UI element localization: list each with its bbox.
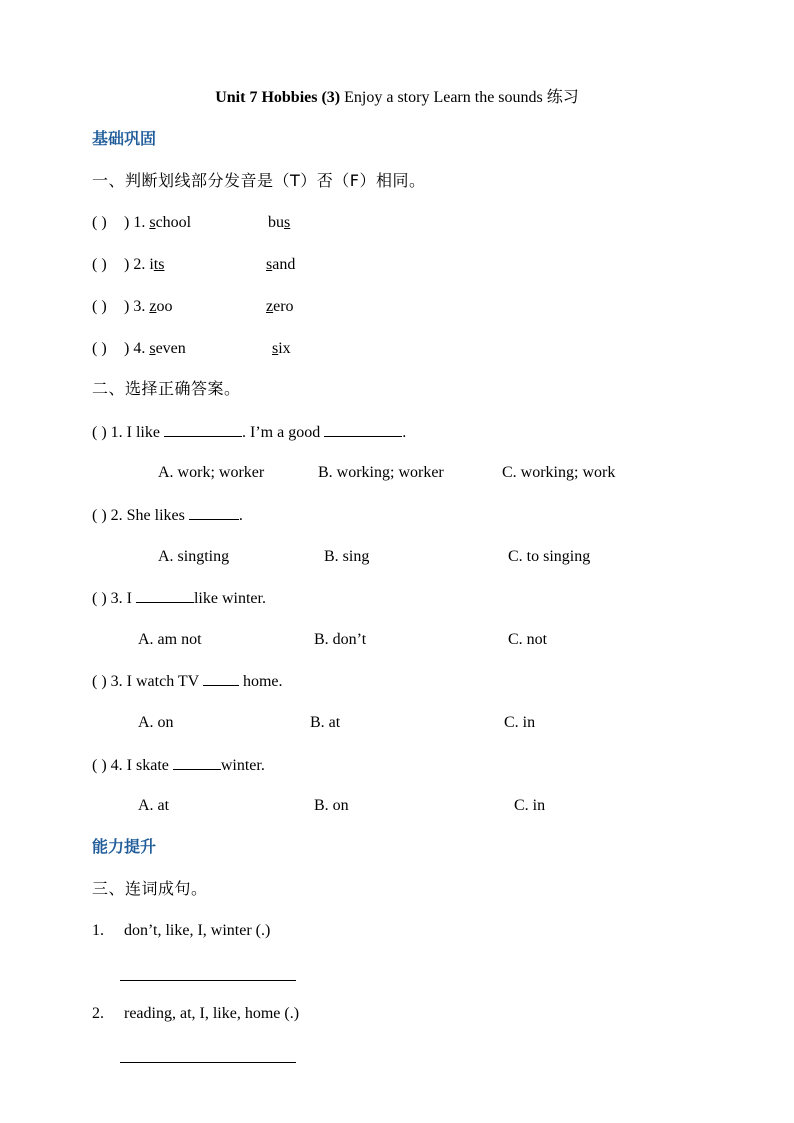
underlined-letters: s [149, 340, 156, 357]
option-b[interactable]: B. at [310, 714, 341, 731]
sentence-item-1-words: don’t, like, I, winter (.) [124, 922, 271, 939]
underlined-letters: s [149, 214, 156, 231]
page-title [0, 88, 794, 108]
question-1 [92, 422, 406, 443]
word-pre: bu [268, 214, 284, 231]
option-b[interactable]: B. working; worker [318, 464, 444, 481]
part1-word-b [268, 213, 290, 233]
question-3 [92, 588, 266, 609]
question-stem: ( ) 3. I watch TV [92, 673, 199, 690]
title-unit: Unit 7 Hobbies (3) [215, 89, 341, 106]
question-5 [92, 755, 265, 776]
question-2 [92, 505, 243, 526]
option-b[interactable]: B. on [314, 797, 349, 814]
word-pre: i [149, 256, 154, 273]
part1-word-b [272, 339, 291, 359]
fill-blank[interactable] [324, 422, 402, 437]
answer-bracket[interactable]: ( ) [92, 214, 107, 231]
question-stem: . [402, 424, 407, 441]
part1-heading: 一、判断划线部分发音是（T）否（F）相同。 [92, 171, 426, 190]
word-post: ix [278, 340, 291, 357]
option-a[interactable]: A. work; worker [158, 464, 265, 481]
option-c[interactable]: C. in [514, 797, 546, 814]
option-c[interactable]: C. working; work [502, 464, 616, 481]
question-stem: ( ) 3. I [92, 590, 132, 607]
underlined-letters: z [266, 298, 274, 315]
question-stem: like winter. [193, 590, 266, 607]
section-heading-basic: 基础巩固 [92, 129, 157, 148]
option-a[interactable]: A. singting [158, 548, 230, 565]
item-number: 3. [133, 298, 146, 315]
word-post: chool [155, 214, 192, 231]
part2-heading: 二、选择正确答案。 [92, 379, 241, 398]
answer-line-2[interactable] [120, 1062, 296, 1063]
word-post: and [272, 256, 296, 273]
section-heading-advanced: 能力提升 [92, 837, 157, 856]
sentence-item-2-words: reading, at, I, like, home (.) [124, 1005, 300, 1022]
question-stem: . [238, 507, 243, 524]
question-stem: home. [242, 673, 283, 690]
underlined-letters: s [266, 256, 273, 273]
answer-bracket[interactable]: ( ) [92, 340, 107, 357]
item-number: 1. [133, 214, 146, 231]
part1-item-3 [92, 297, 107, 317]
part1-word-b [266, 297, 294, 317]
answer-line-1[interactable] [120, 980, 296, 981]
question-stem: . I’m a good [241, 424, 321, 441]
question-stem: ( ) 4. I skate [92, 757, 169, 774]
title-rest: Enjoy a story Learn the sounds 练习 [340, 89, 579, 106]
question-stem: ( ) 1. I like [92, 424, 160, 441]
option-c[interactable]: C. to singing [508, 548, 591, 565]
underlined-letters: s [284, 214, 291, 231]
part1-word-a: ) 2. its [124, 256, 165, 273]
fill-blank[interactable] [203, 671, 239, 686]
word-post: oo [156, 298, 173, 315]
option-c[interactable]: C. not [508, 631, 548, 648]
word-post: ero [273, 298, 294, 315]
part1-word-a: ) 4. seven [124, 340, 186, 357]
part3-heading: 三、连词成句。 [92, 879, 208, 898]
item-number: 4. [133, 340, 146, 357]
part1-word-a: ) 3. zoo [124, 298, 173, 315]
item-number: 2. [133, 256, 146, 273]
answer-bracket[interactable]: ( ) [92, 298, 107, 315]
part1-item-4 [92, 339, 107, 359]
question-stem: ( ) 2. She likes [92, 507, 185, 524]
word-post: even [155, 340, 186, 357]
part1-item-1 [92, 213, 107, 233]
underlined-letters: s [272, 340, 279, 357]
option-a[interactable]: A. am not [138, 631, 202, 648]
option-b[interactable]: B. don’t [314, 631, 367, 648]
answer-bracket[interactable]: ( ) [92, 256, 107, 273]
question-4 [92, 671, 282, 692]
fill-blank[interactable] [164, 422, 242, 437]
part1-word-b [266, 255, 295, 275]
fill-blank[interactable] [136, 588, 194, 603]
underlined-letters: ts [153, 256, 165, 273]
sentence-item-2-number: 2. [92, 1005, 104, 1022]
part1-word-a: ) 1. school [124, 214, 192, 231]
option-b[interactable]: B. sing [324, 548, 370, 565]
fill-blank[interactable] [189, 505, 239, 520]
part1-item-2 [92, 255, 107, 275]
underlined-letters: z [149, 298, 157, 315]
option-a[interactable]: A. on [138, 714, 174, 731]
sentence-item-1-number: 1. [92, 922, 104, 939]
option-a[interactable]: A. at [138, 797, 170, 814]
fill-blank[interactable] [173, 755, 221, 770]
question-stem: winter. [220, 757, 265, 774]
option-c[interactable]: C. in [504, 714, 536, 731]
